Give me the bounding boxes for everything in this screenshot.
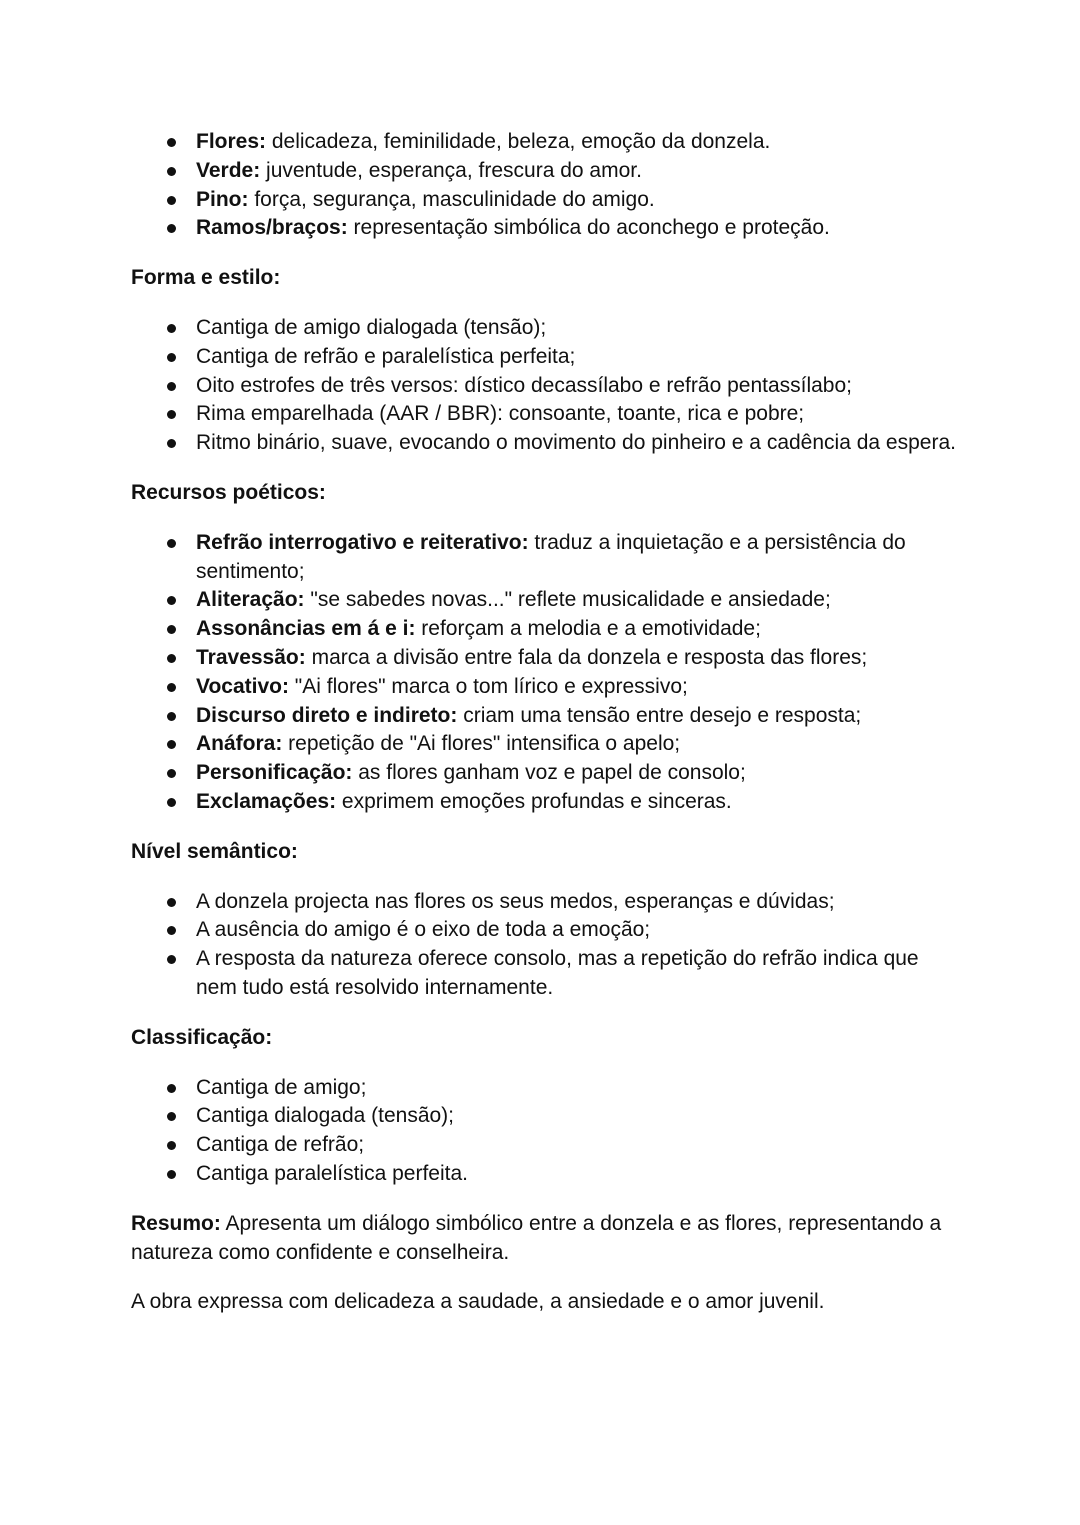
forma-list	[131, 314, 961, 458]
bullet-icon	[167, 1084, 176, 1093]
bullet-icon	[167, 196, 176, 205]
term-description: "se sabedes novas..." reflete musicalidade e ansiedade;	[304, 588, 831, 612]
semantico-list	[131, 888, 961, 1003]
list-item	[131, 673, 961, 702]
term-description: exprimem emoções profundas e sinceras.	[336, 789, 732, 813]
term-label: Vocativo:	[196, 674, 289, 698]
list-item	[131, 1074, 961, 1103]
term-description: criam uma tensão entre desejo e resposta;	[457, 703, 862, 727]
list-item	[131, 788, 961, 817]
term-label: Assonâncias em á e i:	[196, 617, 416, 641]
term-label: Aliteração:	[196, 588, 305, 612]
term-description: juventude, esperança, frescura do amor.	[260, 158, 642, 182]
list-item-text: Ritmo binário, suave, evocando o movimento do pinheiro e a cadência da espera.	[196, 431, 956, 455]
list-item	[131, 343, 961, 372]
term-description: marca a divisão entre fala da donzela e resposta das flores;	[305, 645, 868, 669]
bullet-icon	[167, 955, 176, 964]
list-item	[131, 1131, 961, 1160]
bullet-icon	[167, 712, 176, 721]
symbols-list	[131, 128, 961, 243]
bullet-icon	[167, 596, 176, 605]
section-heading-classificacao: Classificação:	[131, 1025, 273, 1049]
bullet-icon	[167, 926, 176, 935]
list-item	[131, 702, 961, 731]
recursos-list	[131, 529, 961, 817]
section-heading-forma: Forma e estilo:	[131, 266, 281, 290]
list-item-text: A ausência do amigo é o eixo de toda a emoção;	[196, 918, 651, 942]
document-page	[131, 128, 961, 1317]
list-item	[131, 730, 961, 759]
bullet-icon	[167, 539, 176, 548]
list-item	[131, 644, 961, 673]
classificacao-list	[131, 1074, 961, 1189]
term-label: Travessão:	[196, 645, 306, 669]
list-item	[131, 157, 961, 186]
bullet-icon	[167, 1112, 176, 1121]
term-description: as flores ganham voz e papel de consolo;	[352, 761, 746, 785]
list-item-text: Cantiga de amigo;	[196, 1075, 367, 1099]
list-item-text: Cantiga dialogada (tensão);	[196, 1104, 455, 1128]
term-label: Anáfora:	[196, 732, 283, 756]
list-item	[131, 372, 961, 401]
resumo-text: Apresenta um diálogo simbólico entre a donzela e as flores, representando a natureza como confidente e conselheira.	[131, 1211, 942, 1264]
term-description: força, segurança, masculinidade do amigo.	[248, 187, 655, 211]
list-item	[131, 429, 961, 458]
list-item-text: Cantiga de refrão;	[196, 1133, 365, 1157]
list-item	[131, 759, 961, 788]
list-item-text: Cantiga de amigo dialogada (tensão);	[196, 315, 547, 339]
bullet-icon	[167, 439, 176, 448]
list-item	[131, 314, 961, 343]
list-item-text: Oito estrofes de três versos: dístico decassílabo e refrão pentassílabo;	[196, 373, 853, 397]
term-description: repetição de "Ai flores" intensifica o apelo;	[282, 732, 681, 756]
bullet-icon	[167, 769, 176, 778]
bullet-icon	[167, 798, 176, 807]
term-label: Ramos/braços:	[196, 216, 348, 240]
bullet-icon	[167, 324, 176, 333]
list-item-text: Rima emparelhada (AAR / BBR): consoante, toante, rica e pobre;	[196, 402, 805, 426]
term-description: traduz a inquietação e a persistência do sentimento;	[196, 530, 906, 583]
bullet-icon	[167, 138, 176, 147]
bullet-icon	[167, 410, 176, 419]
bullet-icon	[167, 625, 176, 634]
term-label: Pino:	[196, 187, 249, 211]
bullet-icon	[167, 1141, 176, 1150]
term-description: delicadeza, feminilidade, beleza, emoção da donzela.	[266, 130, 771, 153]
list-item	[131, 128, 961, 157]
list-item-text: A resposta da natureza oferece consolo, mas a repetição do refrão indica que nem tudo está resolvido internamente.	[196, 947, 919, 999]
section-heading-recursos: Recursos poéticos:	[131, 480, 326, 504]
bullet-icon	[167, 654, 176, 663]
resumo-label: Resumo:	[131, 1211, 221, 1235]
list-item	[131, 214, 961, 243]
list-item-text: A donzela projecta nas flores os seus medos, esperanças e dúvidas;	[196, 889, 835, 913]
term-description: reforçam a melodia e a emotividade;	[415, 617, 761, 641]
term-label: Flores:	[196, 130, 267, 153]
term-label: Refrão interrogativo e reiterativo:	[196, 530, 529, 554]
bullet-icon	[167, 224, 176, 233]
list-item	[131, 945, 961, 1003]
list-item	[131, 615, 961, 644]
term-label: Verde:	[196, 158, 261, 182]
term-label: Exclamações:	[196, 789, 337, 813]
bullet-icon	[167, 898, 176, 907]
bullet-icon	[167, 740, 176, 749]
term-description: representação simbólica do aconchego e proteção.	[347, 216, 830, 240]
bullet-icon	[167, 382, 176, 391]
term-label: Personificação:	[196, 761, 353, 785]
bullet-icon	[167, 1170, 176, 1179]
list-item	[131, 529, 961, 587]
list-item-text: Cantiga de refrão e paralelística perfeita;	[196, 344, 576, 368]
resumo-paragraph	[131, 1210, 961, 1268]
list-item-text: Cantiga paralelística perfeita.	[196, 1161, 468, 1185]
list-item	[131, 1102, 961, 1131]
bullet-icon	[167, 683, 176, 692]
term-description: "Ai flores" marca o tom lírico e expressivo;	[288, 674, 688, 698]
list-item	[131, 400, 961, 429]
list-item	[131, 888, 961, 917]
section-heading-semantico: Nível semântico:	[131, 839, 298, 863]
bullet-icon	[167, 167, 176, 176]
list-item	[131, 1160, 961, 1189]
list-item	[131, 916, 961, 945]
bullet-icon	[167, 353, 176, 362]
term-label: Discurso direto e indireto:	[196, 703, 458, 727]
conclusion-paragraph: A obra expressa com delicadeza a saudade, a ansiedade e o amor juvenil.	[131, 1290, 825, 1314]
list-item	[131, 186, 961, 215]
list-item	[131, 586, 961, 615]
